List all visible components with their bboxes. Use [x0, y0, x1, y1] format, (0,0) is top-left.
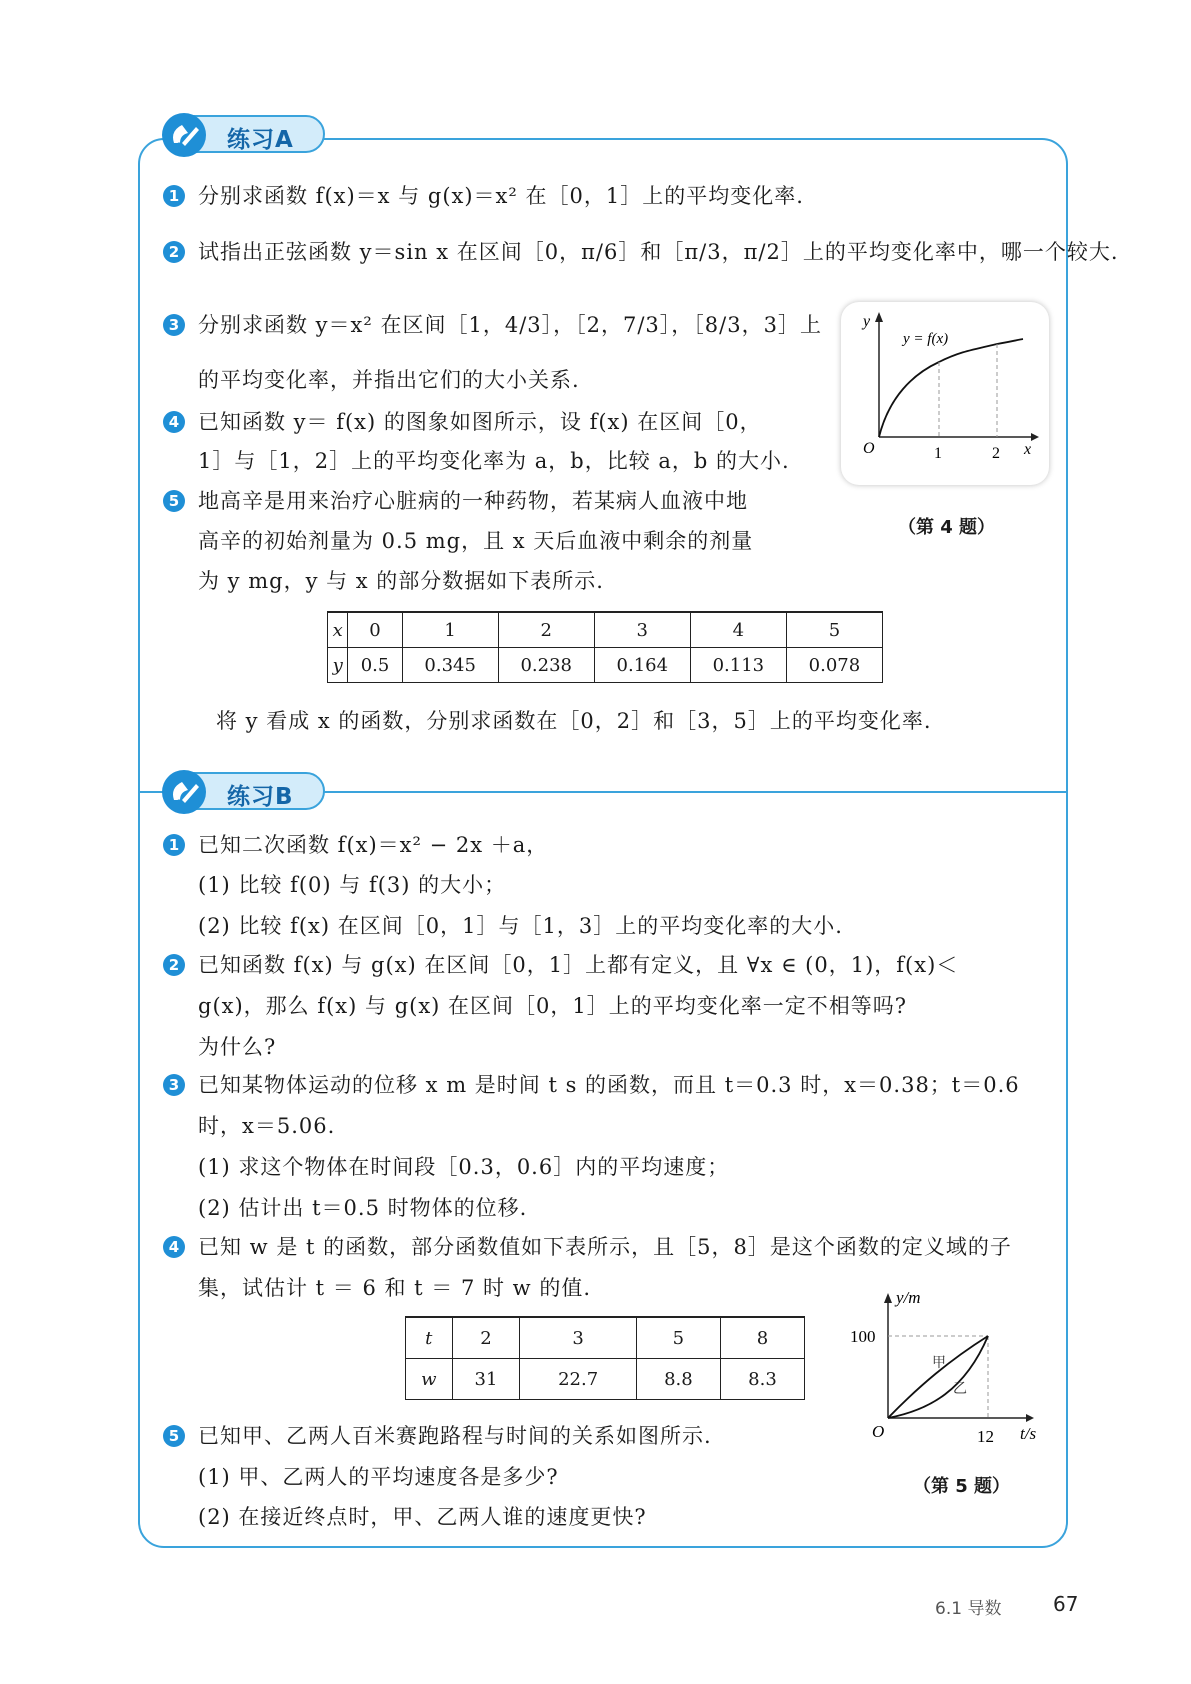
- question-a3-line2: 的平均变化率，并指出它们的大小关系.: [198, 368, 580, 392]
- question-b4-line2: 集，试估计 t ＝ 6 和 t ＝ 7 时 w 的值.: [198, 1276, 592, 1300]
- exercise-b-title: 练习B: [227, 784, 294, 810]
- question-b5-number: 5: [163, 1425, 185, 1447]
- pencil-badge-icon: [162, 770, 206, 814]
- digoxin-table: [327, 611, 883, 683]
- axis-y-label: y/m: [896, 1288, 921, 1307]
- table-cell: 8.3: [720, 1359, 804, 1400]
- question-a1-number: 1: [163, 185, 185, 207]
- question-a5-line3: 为 y mg，y 与 x 的部分数据如下表所示.: [198, 569, 604, 593]
- table-cell: 3: [594, 612, 690, 648]
- axis-y-label: y: [863, 313, 871, 330]
- question-b3-line1: 已知某物体运动的位移 x m 是时间 t s 的函数，而且 t＝0.3 时，x＝0.38；t＝0.6: [198, 1073, 1020, 1097]
- table-cell: 0.5: [348, 648, 402, 683]
- figure-q5-caption: （第 5 题）: [913, 1476, 1011, 1497]
- table-cell: 8.8: [636, 1359, 720, 1400]
- table-cell: 31: [452, 1359, 520, 1400]
- table-row: [406, 1317, 805, 1359]
- y-tick-100: 100: [850, 1327, 876, 1346]
- table-cell: x: [328, 612, 348, 648]
- curve-label: y = f(x): [903, 331, 949, 347]
- table-cell: 5: [636, 1317, 720, 1359]
- question-b2-number: 2: [163, 954, 185, 976]
- figure-q4-graph: [841, 302, 1049, 485]
- table-cell: 0.078: [786, 648, 882, 683]
- table-cell: 1: [402, 612, 498, 648]
- figure-q4-card: [841, 302, 1049, 485]
- axis-x-label: t/s: [1020, 1424, 1037, 1443]
- w-t-table: [405, 1316, 805, 1400]
- page-number: 67: [1053, 1592, 1079, 1616]
- figure-q5-graph: [850, 1285, 1050, 1445]
- axis-x-label: x: [1024, 441, 1032, 458]
- question-b1-part1: (1) 比较 f(0) 与 f(3) 的大小；: [198, 873, 507, 897]
- question-b5-part2: (2) 在接近终点时，甲、乙两人谁的速度更快?: [198, 1505, 647, 1529]
- question-a3-number: 3: [163, 314, 185, 336]
- table-cell: 2: [452, 1317, 520, 1359]
- question-a1: 分别求函数 f(x)＝x 与 g(x)＝x² 在［0，1］上的平均变化率.: [198, 184, 804, 208]
- footer-section-title: 6.1 导数: [935, 1599, 1002, 1619]
- question-b3-part2: (2) 估计出 t＝0.5 时物体的位移.: [198, 1196, 528, 1220]
- question-b2-line2: g(x)，那么 f(x) 与 g(x) 在区间［0，1］上的平均变化率一定不相等吗?: [198, 994, 908, 1018]
- table-cell: 22.7: [520, 1359, 637, 1400]
- question-a5-line2: 高辛的初始剂量为 0.5 mg，且 x 天后血液中剩余的剂量: [198, 529, 754, 553]
- origin-label: O: [872, 1422, 885, 1441]
- table-row: [328, 612, 883, 648]
- question-a3-line1: 分别求函数 y＝x² 在区间［1，4/3］，［2，7/3］，［8/3，3］上: [198, 313, 822, 337]
- table-row: [328, 648, 883, 683]
- table-cell: 2: [498, 612, 594, 648]
- question-b5-line1: 已知甲、乙两人百米赛跑路程与时间的关系如图所示.: [198, 1424, 712, 1448]
- question-b4-number: 4: [163, 1236, 185, 1258]
- question-a5-line1: 地高辛是用来治疗心脏病的一种药物，若某病人血液中地: [198, 489, 748, 513]
- table-cell: 0.238: [498, 648, 594, 683]
- curve-jia-label: 甲: [932, 1355, 946, 1371]
- table-cell: 5: [786, 612, 882, 648]
- table-cell: 8: [720, 1317, 804, 1359]
- question-b1: 已知二次函数 f(x)＝x² − 2x ＋a，: [198, 833, 549, 857]
- table-cell: y: [328, 648, 348, 683]
- question-b4-line1: 已知 w 是 t 的函数，部分函数值如下表所示，且［5，8］是这个函数的定义域的子: [198, 1235, 1012, 1259]
- question-b3-number: 3: [163, 1074, 185, 1096]
- question-a4-number: 4: [163, 411, 185, 433]
- x-tick-12: 12: [977, 1427, 994, 1445]
- question-b2-line1: 已知函数 f(x) 与 g(x) 在区间［0，1］上都有定义，且 ∀x ∈ (0，1)，f(x)＜: [198, 953, 959, 977]
- exercise-a-title: 练习A: [227, 127, 294, 153]
- question-a5-after: 将 y 看成 x 的函数，分别求函数在［0，2］和［3，5］上的平均变化率.: [216, 709, 932, 733]
- question-a2-number: 2: [163, 241, 185, 263]
- question-a4-line1: 已知函数 y＝ f(x) 的图象如图所示，设 f(x) 在区间［0，: [198, 410, 762, 434]
- table-cell: 0: [348, 612, 402, 648]
- exercise-b-tag: [163, 772, 325, 810]
- table-cell: w: [406, 1359, 453, 1400]
- question-b1-number: 1: [163, 834, 185, 856]
- figure-q4-caption: （第 4 题）: [898, 517, 996, 538]
- table-cell: 4: [690, 612, 786, 648]
- table-cell: 0.164: [594, 648, 690, 683]
- question-a5-number: 5: [163, 490, 185, 512]
- table-row: [406, 1359, 805, 1400]
- question-a2: 试指出正弦函数 y＝sin x 在区间［0，π/6］和［π/3，π/2］上的平均变化率中，哪一个较大.: [198, 240, 1119, 264]
- question-b3-line2: 时，x＝5.06.: [198, 1114, 336, 1138]
- curve-yi-label: 乙: [953, 1381, 967, 1397]
- table-cell: 0.113: [690, 648, 786, 683]
- pencil-badge-icon: [162, 113, 206, 157]
- origin-label: O: [863, 440, 875, 457]
- question-b2-line3: 为什么?: [198, 1035, 277, 1059]
- tick-1-label: 1: [934, 445, 942, 462]
- tick-2-label: 2: [992, 445, 1000, 462]
- exercise-a-tag: [163, 115, 325, 153]
- table-cell: 0.345: [402, 648, 498, 683]
- question-b3-part1: (1) 求这个物体在时间段［0.3，0.6］内的平均速度；: [198, 1155, 730, 1179]
- question-b5-part1: (1) 甲、乙两人的平均速度各是多少?: [198, 1465, 559, 1489]
- question-b1-part2: (2) 比较 f(x) 在区间［0，1］与［1，3］上的平均变化率的大小.: [198, 914, 843, 938]
- question-a4-line2: 1］与［1，2］上的平均变化率为 a，b，比较 a，b 的大小.: [198, 449, 790, 473]
- table-cell: 3: [520, 1317, 637, 1359]
- table-cell: t: [406, 1317, 453, 1359]
